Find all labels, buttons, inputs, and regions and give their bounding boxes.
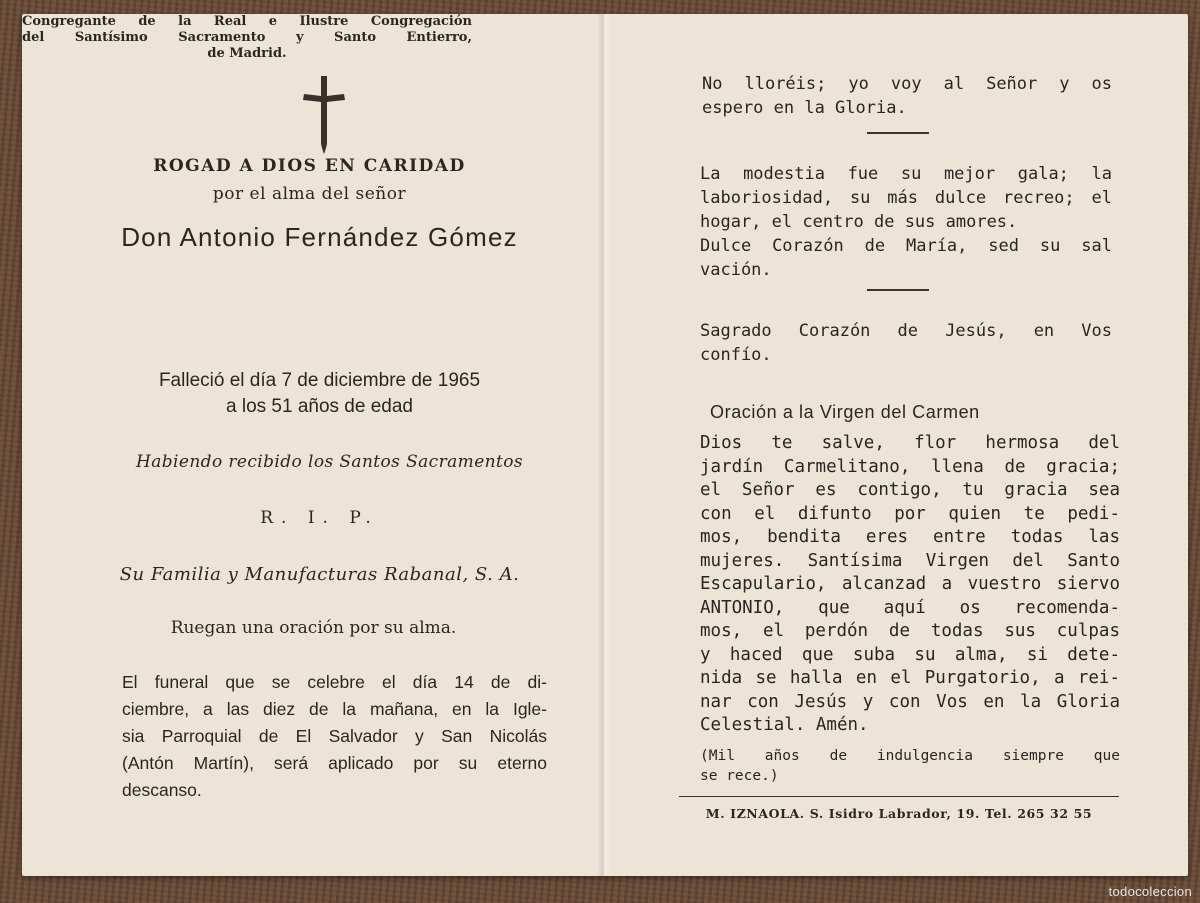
age-at-death: a los 51 años de edad <box>226 396 413 417</box>
text-line: confío. <box>700 345 772 365</box>
congregation-line: Congregante de la Real e Ilustre Congregación <box>22 14 472 29</box>
prayer-line: el Señor es contigo, tu gracia sea <box>700 480 1120 500</box>
prayer-line: Escapulario, alcanzad a vuestro siervo <box>700 574 1120 594</box>
divider <box>867 132 929 134</box>
funeral-line: descanso. <box>122 780 202 800</box>
prayer-line: mos, el perdón de todas sus culpas <box>700 621 1120 641</box>
text-line: No lloréis; yo voy al Señor y os <box>702 74 1112 94</box>
footer-rule <box>679 796 1119 797</box>
prayer-line: nar con Jesús y con Vos en la Gloria <box>700 691 1120 712</box>
card-fold <box>597 14 611 876</box>
funeral-notice <box>122 669 547 804</box>
text-line: La modestia fue su mejor gala; la <box>700 164 1112 184</box>
prayer-request: Ruegan una oración por su alma. <box>170 618 457 638</box>
prayer-line: mos, bendita eres entre todas las <box>700 527 1120 547</box>
prayer-line: mujeres. Santísima Virgen del Santo <box>700 550 1120 571</box>
text-line: laboriosidad, su más dulce recreo; el <box>700 188 1112 208</box>
funeral-line: sia Parroquial de El Salvador y San Nicolás <box>122 726 547 746</box>
prayer-line: Dios te salve, flor hermosa del <box>700 433 1120 453</box>
death-date: Falleció el día 7 de diciembre de 1965 <box>158 370 481 391</box>
congregation-text <box>22 14 472 62</box>
text-line: vación. <box>700 260 772 280</box>
sacraments-line: Habiendo recibido los Santos Sacramentos <box>135 452 523 472</box>
virtues-paragraph <box>700 162 1112 282</box>
prayer-text <box>700 432 1120 738</box>
prayer-line: y haced que suba su alma, si dete- <box>700 644 1120 665</box>
text-line: Dulce Corazón de María, sed su sal <box>700 236 1112 256</box>
prayer-title: Oración a la Virgen del Carmen <box>710 402 980 422</box>
text-line: (Mil años de indulgencia siempre que <box>700 748 1120 764</box>
prayer-line: Celestial. Amén. <box>700 715 869 735</box>
rip-text: R. I. P. <box>260 508 379 528</box>
memorial-card <box>22 14 1188 876</box>
prayer-line: con el difunto por quien te pedi- <box>700 503 1120 524</box>
left-panel <box>22 14 597 876</box>
right-panel <box>612 14 1188 876</box>
text-line: hogar, el centro de sus amores. <box>700 212 1018 232</box>
family-line: Su Familia y Manufacturas Rabanal, S. A. <box>119 564 520 585</box>
prayer-line: ANTONIO, que aquí os recomenda- <box>700 597 1120 618</box>
deceased-name: Don Antonio Fernández Gómez <box>121 222 518 252</box>
sacred-heart-paragraph <box>700 319 1112 367</box>
text-line: Sagrado Corazón de Jesús, en Vos <box>700 321 1112 341</box>
printer-credit: M. IZNAOLA. S. Isidro Labrador, 19. Tel. 265 32 55 <box>705 806 1093 821</box>
heading: ROGAD A DIOS EN CARIDAD <box>153 156 466 176</box>
funeral-line: (Antón Martín), será aplicado por su eterno <box>122 753 547 773</box>
prayer-line: nida se halla en el Purgatorio, a rei- <box>700 668 1120 688</box>
funeral-line: ciembre, a las diez de la mañana, en la Igle- <box>122 699 547 719</box>
funeral-line: El funeral que se celebre el día 14 de di- <box>122 672 547 692</box>
text-line: se rece.) <box>700 768 779 784</box>
watermark: todocoleccion <box>1108 884 1192 899</box>
divider <box>867 289 929 291</box>
farewell-paragraph <box>702 72 1112 120</box>
congregation-line: del Santísimo Sacramento y Santo Entierro, <box>22 30 472 45</box>
text-line: espero en la Gloria. <box>702 98 907 118</box>
subheading: por el alma del señor <box>212 184 407 204</box>
latin-cross-icon <box>299 74 349 154</box>
indulgence-note <box>700 746 1120 786</box>
congregation-line: de Madrid. <box>207 46 287 61</box>
prayer-line: jardín Carmelitano, llena de gracia; <box>700 456 1120 477</box>
